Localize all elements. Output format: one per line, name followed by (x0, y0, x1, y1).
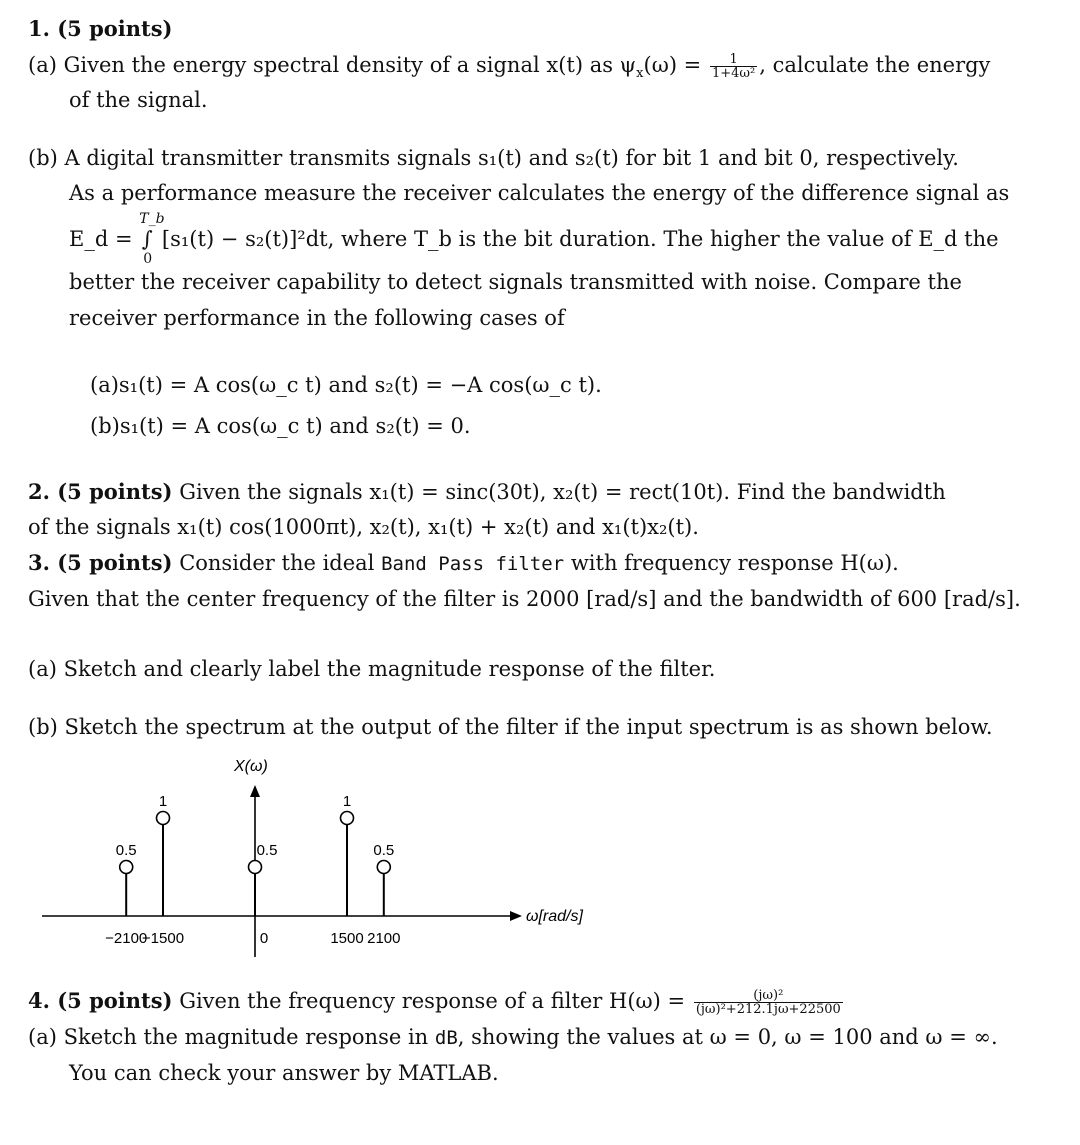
x-axis-label: ω[rad/s] (526, 908, 583, 925)
q1a-psi-sub: x (636, 66, 644, 82)
q1b-line4: better the receiver capability to detect signals transmitted with noise. Compare the (69, 270, 962, 294)
stem-marker (341, 812, 354, 825)
x-tick-label: 1500 (330, 930, 364, 947)
integral-lower: 0 (143, 251, 153, 267)
integral-upper: T_b (139, 211, 165, 227)
q4a-text-pre: (a) Sketch the magnitude response in (28, 1025, 429, 1049)
q2-text-1: Given the signals x₁(t) = sinc(30t), x₂(t) = rect(10t). Find the bandwidth (179, 480, 946, 504)
q3-filter-name: Band Pass filter (381, 553, 565, 575)
x-axis-arrowhead (510, 911, 522, 921)
x-tick-label: −2100 (105, 930, 148, 947)
q3-part-b: (b) Sketch the spectrum at the output of the filter if the input spectrum is as shown below. (28, 715, 993, 739)
stem-value-label: 1 (158, 793, 168, 810)
q4-hw-fraction (694, 989, 843, 1016)
integral-sign: ∫ T_b 0 (139, 226, 155, 252)
y-axis-label: X(ω) (234, 758, 268, 775)
q3-line2: Given that the center frequency of the filter is 2000 [rad/s] and the bandwidth of 600 [rad/s]. (28, 587, 1021, 611)
stem-value-label: 0.5 (373, 842, 395, 859)
q3-part-a: (a) Sketch and clearly label the magnitude response of the filter. (28, 657, 716, 681)
q3-heading: 3. (5 points) (28, 550, 173, 575)
q1a-text-2: (ω) = (643, 53, 702, 77)
x-tick-label: 0 (259, 930, 269, 947)
x-tick-label: 2100 (367, 930, 401, 947)
q4a-text-post: , showing the values at ω = 0, ω = 100 and ω = ∞. (457, 1025, 998, 1049)
input-spectrum-chart (0, 745, 640, 965)
q4-heading: 4. (5 points) (28, 988, 173, 1013)
q4-part-a (28, 1024, 998, 1051)
q1b-case-b: (b)s₁(t) = A cos(ω_c t) and s₂(t) = 0. (90, 414, 471, 438)
q1b-line2: As a performance measure the receiver calculates the energy of the difference signal as (69, 181, 1010, 205)
stem-value-label: 1 (342, 793, 352, 810)
q1b-text-1: A digital transmitter transmits signals s₁(t) and s₂(t) for bit 1 and bit 0, respectively. (64, 146, 959, 170)
q3-text-post: with frequency response H(ω). (570, 551, 899, 575)
stem-marker (120, 861, 133, 874)
q2-line1 (28, 479, 946, 505)
q1b-line3 (69, 211, 999, 267)
stem-marker (157, 812, 170, 825)
q3-text-pre: Consider the ideal (179, 551, 375, 575)
stem-marker (377, 861, 390, 874)
q4-line1 (28, 988, 845, 1016)
q2-line2: of the signals x₁(t) cos(1000πt), x₂(t), x₁(t) + x₂(t) and x₁(t)x₂(t). (28, 515, 699, 539)
q1a-esd-fraction (710, 53, 757, 80)
q1-heading: 1. (5 points) (28, 16, 173, 41)
q4-frac-den: (jω)²+212.1jω+22500 (695, 1002, 841, 1017)
q4a-db: dB (434, 1027, 458, 1049)
stem-value-label: 0.5 (256, 842, 278, 859)
q1a-line2: of the signal. (69, 88, 208, 112)
q1a-text-3: , calculate the energy (759, 53, 991, 77)
x-tick-label: −1500 (141, 930, 185, 947)
q1a-text-1: Given the energy spectral density of a signal x(t) as ψ (63, 53, 637, 77)
y-axis-arrowhead (250, 785, 260, 797)
q1b-line5: receiver performance in the following cases of (69, 306, 565, 330)
q4-part-a-line2: You can check your answer by MATLAB. (69, 1061, 499, 1085)
q1a-frac-num: 1 (710, 53, 757, 67)
q2-heading: 2. (5 points) (28, 479, 173, 504)
q4-frac-num: (jω)² (694, 989, 843, 1003)
q1b-label: (b) (28, 146, 58, 170)
q1b-line1 (28, 145, 959, 171)
q1b-integrand: [s₁(t) − s₂(t)]²dt, where T_b is the bit duration. The higher the value of E_d the (161, 227, 999, 251)
q4-text-pre: Given the frequency response of a filter H(ω) = (179, 989, 686, 1013)
stem-value-label: 0.5 (115, 842, 137, 859)
q1a-frac-den: 1+4ω² (711, 66, 756, 81)
q1b-case-a: (a)s₁(t) = A cos(ω_c t) and s₂(t) = −A cos(ω_c t). (90, 373, 602, 397)
q1a-line1 (28, 52, 990, 87)
q1a-label: (a) (28, 53, 57, 77)
q1b-ed-lhs: E_d = (69, 227, 133, 251)
stem-marker (249, 861, 262, 874)
q3-line1 (28, 550, 899, 577)
